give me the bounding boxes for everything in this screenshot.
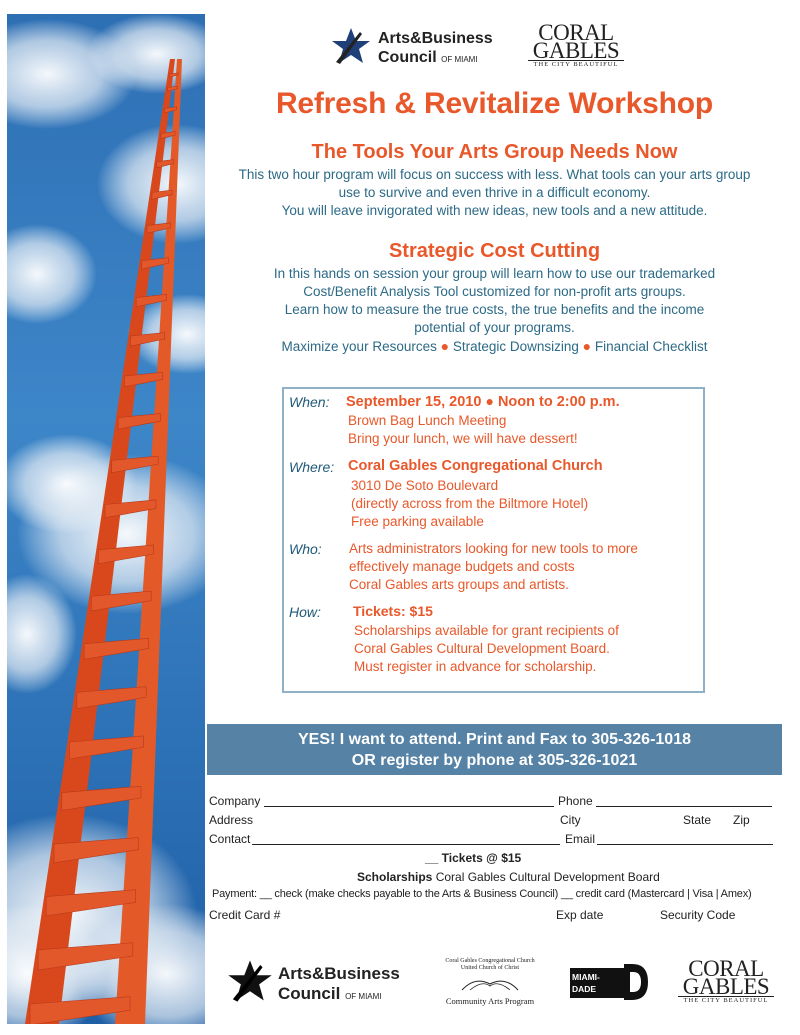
contact-field[interactable]: [252, 844, 560, 845]
where-label: Where:: [289, 459, 335, 475]
scholarships-bold: Scholarships: [357, 870, 433, 884]
section1-line: You will leave invigorated with new ideas, new tools and a new attitude.: [281, 203, 708, 218]
footer-abc-logo: [226, 956, 426, 1006]
coral-gables-logo: [528, 20, 624, 69]
where-line: (directly across from the Biltmore Hotel): [351, 496, 589, 511]
section2-line: Cost/Benefit Analysis Tool customized for non-profit arts groups.: [303, 284, 686, 299]
scholarships-text: Coral Gables Cultural Development Board: [435, 870, 660, 884]
email-label: Email: [565, 832, 596, 846]
when-line: Bring your lunch, we will have dessert!: [348, 431, 578, 446]
abc-logo-small: OF MIAMI: [441, 55, 478, 64]
tickets-price: Tickets: $15: [353, 603, 433, 619]
credit-card-label: Credit Card #: [209, 908, 281, 922]
church-line3: Community Arts Program: [445, 996, 535, 1006]
section1-line: This two hour program will focus on success with less. What tools can your arts group: [238, 167, 751, 182]
address-label: Address: [209, 813, 254, 827]
event-date: September 15, 2010: [346, 394, 482, 410]
footer-abc-small: OF MIAMI: [345, 992, 382, 1001]
footer-cg-line1: CORAL: [688, 956, 764, 981]
cg-logo-line1: CORAL: [538, 20, 614, 45]
when-label: When:: [289, 394, 330, 410]
event-time: Noon to 2:00 p.m.: [497, 394, 620, 410]
church-line1: Coral Gables Congregational Church: [445, 958, 535, 964]
who-line: Coral Gables arts groups and artists.: [349, 577, 569, 592]
how-line: Coral Gables Cultural Development Board.: [354, 641, 610, 656]
who-line: effectively manage budgets and costs: [349, 559, 575, 574]
how-line: Must register in advance for scholarship.: [354, 659, 597, 674]
phone-label: Phone: [558, 794, 593, 808]
miami-dade-logo: [570, 962, 652, 1006]
when-line: Brown Bag Lunch Meeting: [348, 413, 507, 428]
who-label: Who:: [289, 541, 322, 557]
church-icon: [460, 972, 520, 992]
banner-line2: OR register by phone at 305-326-1021: [351, 752, 638, 769]
footer-abc-line2: Council: [278, 984, 341, 1003]
church-logo: [432, 958, 548, 1006]
exp-date-label: Exp date: [556, 908, 604, 922]
cg-logo-tagline: THE CITY BEAUTIFUL: [528, 60, 624, 69]
payment-line[interactable]: Payment: __ check (make checks payable to the Arts & Business Council) __ credit card (Mastercard | Visa | Amex): [212, 888, 752, 900]
section2-line: Learn how to measure the true costs, the true benefits and the income: [284, 302, 705, 317]
company-label: Company: [209, 794, 261, 808]
section1-line: use to survive and even thrive in a difficult economy.: [338, 185, 651, 200]
footer-coral-gables-logo: [678, 956, 774, 1005]
city-label: City: [560, 813, 581, 827]
section1-heading: The Tools Your Arts Group Needs Now: [311, 141, 678, 163]
miami-dade-d-icon: [622, 962, 650, 1002]
cg-logo-line2: GABLES: [532, 38, 620, 63]
footer-abc-line1: Arts&Business: [278, 964, 400, 983]
abc-logo-line1: Arts&Business: [378, 30, 493, 47]
banner-line1: YES! I want to attend. Print and Fax to 305-326-1018: [298, 731, 691, 748]
company-field[interactable]: [264, 806, 554, 807]
footer-cg-line2: GABLES: [682, 974, 770, 999]
where-line: Free parking available: [351, 514, 484, 529]
bullet-icon: ●: [485, 393, 494, 409]
miami-dade-line2: COUNTY: [572, 996, 608, 1006]
ladder-sky-image: [7, 14, 205, 1024]
section2-bullets: [207, 337, 782, 356]
church-line2: United Church of Christ: [460, 965, 520, 971]
who-line: Arts administrators looking for new tools to more: [349, 541, 638, 556]
state-label: State: [683, 813, 712, 827]
section2-line: In this hands on session your group will learn how to use our trademarked: [273, 266, 716, 281]
security-code-label: Security Code: [660, 908, 736, 922]
scholarships-line: [357, 870, 660, 884]
tickets-line[interactable]: __ Tickets @ $15: [425, 851, 522, 865]
bullet-item: Financial Checklist: [594, 339, 708, 354]
arts-business-council-logo: [330, 24, 510, 68]
zip-label: Zip: [733, 813, 750, 827]
star-icon: [226, 958, 274, 1004]
how-line: Scholarships available for grant recipients of: [354, 623, 619, 638]
page-title: Refresh & Revitalize Workshop: [275, 87, 714, 120]
bullet-item: Maximize your Resources: [281, 339, 437, 354]
star-icon: [330, 26, 372, 66]
bullet-icon: ●: [440, 338, 450, 354]
bullet-icon: ●: [582, 338, 592, 354]
how-label: How:: [289, 604, 321, 620]
phone-field[interactable]: [596, 806, 772, 807]
footer-cg-tagline: THE CITY BEAUTIFUL: [678, 996, 774, 1005]
email-field[interactable]: [597, 844, 773, 845]
bullet-item: Strategic Downsizing: [452, 339, 579, 354]
registration-banner: [207, 724, 782, 775]
event-place: Coral Gables Congregational Church: [348, 458, 603, 474]
section2-heading: Strategic Cost Cutting: [388, 240, 601, 262]
miami-dade-line1: MIAMI-DADE: [572, 972, 600, 994]
section2-line: potential of your programs.: [414, 320, 575, 335]
where-line: 3010 De Soto Boulevard: [351, 478, 499, 493]
abc-logo-line2: Council: [378, 49, 437, 66]
contact-label: Contact: [209, 832, 251, 846]
